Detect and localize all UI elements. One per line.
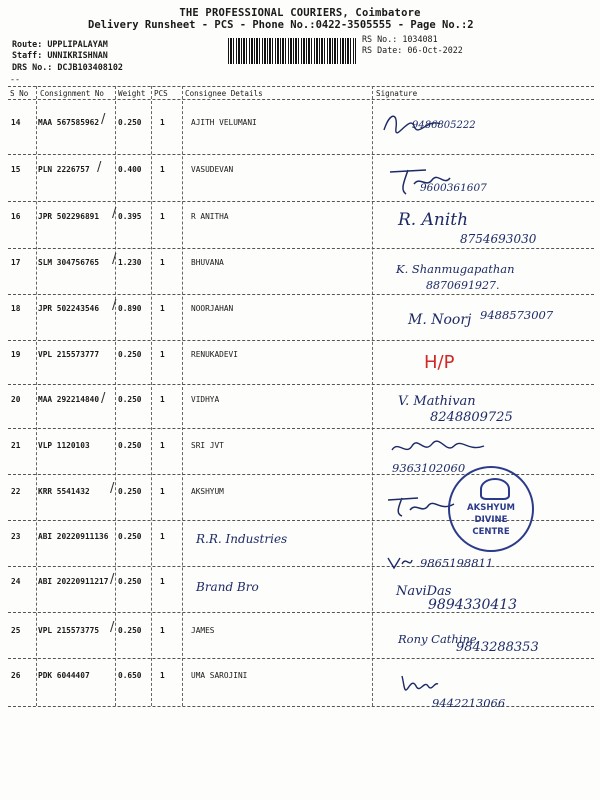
tick-mark-icon: / <box>101 112 106 127</box>
tick-mark-icon: / <box>112 298 117 313</box>
col-pcs: PCS <box>154 89 168 98</box>
row-pcs: 1 <box>160 626 165 635</box>
row-consignment: MAA 567585962 <box>38 118 100 127</box>
stamp-line: AKSHYUM <box>467 503 515 513</box>
col-signature: Signature <box>376 89 418 98</box>
row-consignment: VPL 215573775 <box>38 626 100 635</box>
route-label: Route: <box>12 39 43 49</box>
row-consignee: NOORJAHAN <box>191 304 234 313</box>
row-sno: 21 <box>11 441 21 450</box>
row-sno: 19 <box>11 350 21 359</box>
table-row <box>0 671 600 717</box>
col-weight: Weight <box>118 89 146 98</box>
row-pcs: 1 <box>160 395 165 404</box>
rs-date-value: 06-Oct-2022 <box>407 45 463 55</box>
handwritten-phone: 9600361607 <box>420 182 487 194</box>
row-consignment: PLN 2226757 <box>38 165 90 174</box>
tick-mark-icon: / <box>112 206 117 221</box>
row-weight: 0.250 <box>118 350 142 359</box>
rs-number-line <box>362 34 438 44</box>
route-value: UPPLIPALAYAM <box>47 39 108 49</box>
drs-line <box>12 62 123 72</box>
row-weight: 1.230 <box>118 258 142 267</box>
staff-label: Staff: <box>12 50 43 60</box>
row-sno: 15 <box>11 165 21 174</box>
row-weight: 0.395 <box>118 212 142 221</box>
row-consignment: SLM 304756765 <box>38 258 100 267</box>
row-sno: 22 <box>11 487 21 496</box>
table-row <box>0 350 600 396</box>
row-consignee: RENUKADEVI <box>191 350 238 359</box>
col-consignment: Consignment No <box>40 89 105 98</box>
tick-mark-icon: / <box>110 572 115 587</box>
row-sno: 25 <box>11 626 21 635</box>
row-rule <box>8 294 594 295</box>
tick-mark-icon: / <box>110 620 115 635</box>
handwritten-consignee: R.R. Industries <box>196 532 288 546</box>
staff-value: UNNIKRISHNAN <box>47 50 108 60</box>
table-bottom-rule <box>8 706 594 707</box>
tick-mark-icon: / <box>110 481 115 496</box>
rs-no-label: RS No.: <box>362 34 398 44</box>
drs-value: DCJB103408102 <box>57 62 123 72</box>
row-rule <box>8 154 594 155</box>
handwritten-phone: 8754693030 <box>460 232 537 246</box>
row-consignment: VPL 215573777 <box>38 350 100 359</box>
tick-mark-icon: / <box>101 391 106 406</box>
handwritten-phone: 9488573007 <box>480 308 554 322</box>
row-weight: 0.250 <box>118 487 142 496</box>
row-sno: 23 <box>11 532 21 541</box>
row-consignee: SRI JVT <box>191 441 224 450</box>
row-rule <box>8 384 594 385</box>
table-top-rule <box>8 86 594 87</box>
row-pcs: 1 <box>160 487 165 496</box>
row-consignment: MAA 292214840 <box>38 395 100 404</box>
row-consignment: PDK 6044407 <box>38 671 90 680</box>
row-pcs: 1 <box>160 118 165 127</box>
handwritten-name: K. Shanmugapathan <box>396 262 515 276</box>
col-consignee: Consignee Details <box>185 89 263 98</box>
table-header-rule <box>8 99 594 100</box>
handwritten-phone: 9843288353 <box>456 640 539 655</box>
handwritten-phone: 9894330413 <box>428 597 518 613</box>
row-pcs: 1 <box>160 350 165 359</box>
row-consignee: AJITH VELUMANI <box>191 118 257 127</box>
barcode <box>228 38 356 64</box>
handwritten-phone: 9486805222 <box>412 120 476 131</box>
row-sno: 14 <box>11 118 21 127</box>
handwritten-mark: H/P <box>424 352 455 373</box>
tick-mark-icon: / <box>112 252 117 267</box>
row-pcs: 1 <box>160 577 165 586</box>
handwritten-name: V. Mathivan <box>398 394 476 409</box>
row-consignment: JPR 502243546 <box>38 304 100 313</box>
row-pcs: 1 <box>160 258 165 267</box>
signature-scribble <box>388 438 498 458</box>
row-consignee: VIDHYA <box>191 395 220 404</box>
row-rule <box>8 428 594 429</box>
rs-date-line <box>362 45 463 55</box>
row-sno: 24 <box>11 577 21 586</box>
row-weight: 0.890 <box>118 304 142 313</box>
handwritten-phone: 8870691927. <box>426 279 500 292</box>
row-consignment: ABI 20220911217 <box>38 577 109 586</box>
header-dashes: -- <box>10 74 21 84</box>
runsheet-subtitle: Delivery Runsheet - PCS - Phone No.:0422-3505555 - Page No.:2 <box>88 19 474 31</box>
row-consignee: UMA SAROJINI <box>191 671 248 680</box>
col-sno: S No <box>10 89 29 98</box>
row-consignee: VASUDEVAN <box>191 165 234 174</box>
row-weight: 0.250 <box>118 118 142 127</box>
row-pcs: 1 <box>160 671 165 680</box>
row-consignment: ABI 20220911136 <box>38 532 109 541</box>
row-rule <box>8 340 594 341</box>
rs-date-label: RS Date: <box>362 45 403 55</box>
row-rule <box>8 566 594 567</box>
handwritten-phone: 9865198811 <box>420 556 494 570</box>
row-consignee: AKSHYUM <box>191 487 224 496</box>
row-weight: 0.250 <box>118 626 142 635</box>
tick-mark-icon: / <box>97 160 102 175</box>
stamp-line: DIVINE <box>474 515 508 525</box>
handwritten-name: Rony Cathine <box>398 632 477 646</box>
row-rule <box>8 248 594 249</box>
row-pcs: 1 <box>160 532 165 541</box>
table-row <box>0 165 600 211</box>
row-pcs: 1 <box>160 304 165 313</box>
row-sno: 20 <box>11 395 21 404</box>
stamp-emblem-icon <box>480 478 510 500</box>
row-weight: 0.250 <box>118 441 142 450</box>
row-consignee: R ANITHA <box>191 212 229 221</box>
handwritten-phone: 8248809725 <box>430 410 513 425</box>
handwritten-consignee: Brand Bro <box>196 580 259 594</box>
staff-line <box>12 50 108 60</box>
company-title: THE PROFESSIONAL COURIERS, Coimbatore <box>179 7 421 19</box>
row-sno: 16 <box>11 212 21 221</box>
handwritten-phone: 9442213066 <box>432 696 506 710</box>
handwritten-name: NaviDas <box>396 584 452 599</box>
route-line <box>12 39 108 49</box>
row-pcs: 1 <box>160 165 165 174</box>
row-weight: 0.250 <box>118 395 142 404</box>
row-weight: 0.400 <box>118 165 142 174</box>
table-row <box>0 118 600 164</box>
row-consignment: VLP 1120103 <box>38 441 90 450</box>
signature-scribble <box>398 672 442 694</box>
row-consignee: BHUVANA <box>191 258 224 267</box>
row-consignment: KRR 5541432 <box>38 487 90 496</box>
row-pcs: 1 <box>160 441 165 450</box>
row-rule <box>8 658 594 659</box>
row-consignment: JPR 502296891 <box>38 212 100 221</box>
rs-no-value: 1034081 <box>402 34 438 44</box>
row-weight: 0.250 <box>118 532 142 541</box>
row-weight: 0.250 <box>118 577 142 586</box>
row-sno: 17 <box>11 258 21 267</box>
handwritten-name: M. Noorj <box>408 312 472 328</box>
stamp-line: CENTRE <box>472 527 510 537</box>
signature-scribble <box>386 554 414 570</box>
akshyum-centre-stamp <box>448 466 534 552</box>
drs-label: DRS No.: <box>12 62 53 72</box>
row-pcs: 1 <box>160 212 165 221</box>
row-sno: 26 <box>11 671 21 680</box>
row-weight: 0.650 <box>118 671 142 680</box>
row-consignee: JAMES <box>191 626 215 635</box>
handwritten-name: R. Anith <box>398 210 469 230</box>
row-sno: 18 <box>11 304 21 313</box>
handwritten-phone: 9363102060 <box>392 461 466 475</box>
row-rule <box>8 201 594 202</box>
